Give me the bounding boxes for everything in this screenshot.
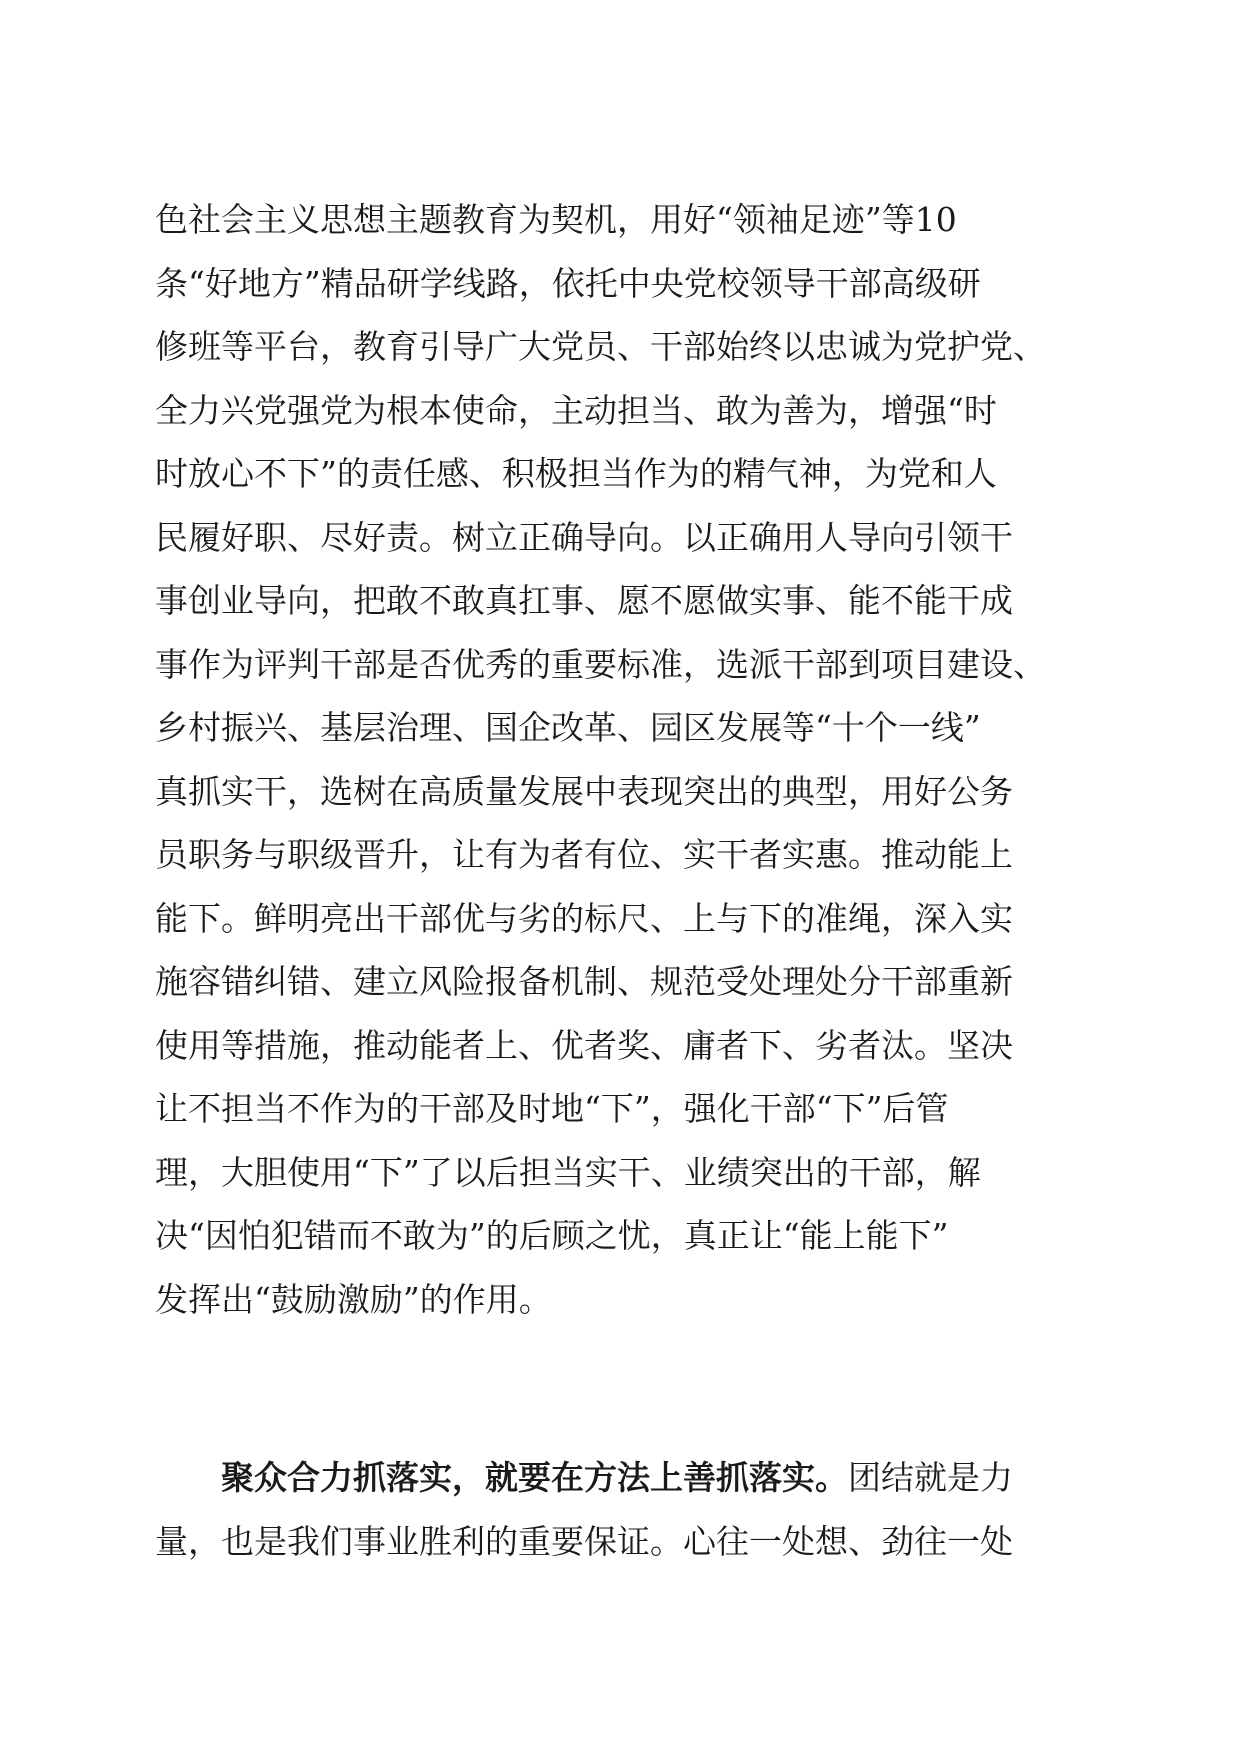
paragraph-line: 使用等措施，推动能者上、优者奖、庸者下、劣者汰。坚决 [155,1025,1013,1065]
paragraph-line: 量，也是我们事业胜利的重要保证。心往一处想、劲往一处 [155,1521,1013,1561]
paragraph-line: 民履好职、尽好责。树立正确导向。以正确用人导向引领干 [155,517,1013,557]
paragraph-heading: 聚众合力抓落实，就要在方法上善抓落实。 [221,1458,848,1497]
paragraph-text: 团结就是力 [848,1458,1013,1497]
paragraph-line: 全力兴党强党为根本使命，主动担当、敢为善为，增强“时 [155,390,997,430]
body-paragraph-2 [155,1446,1115,1573]
paragraph-line: 事创业导向，把敢不敢真扛事、愿不愿做实事、能不能干成 [155,581,1013,620]
paragraph-line: 真抓实干，选树在高质量发展中表现突出的典型，用好公务 [155,771,1013,811]
paragraph-line: 员职务与职级晋升，让有为者有位、实干者实惠。推动能上 [155,835,1013,874]
paragraph-line: 事作为评判干部是否优秀的重要标准，选派干部到项目建设、 [155,644,1046,684]
paragraph-line: 修班等平台，教育引导广大党员、干部始终以忠诚为党护党、 [155,327,1046,366]
paragraph-line: 时放心不下”的责任感、积极担当作为的精气神，为党和人 [155,454,997,493]
paragraph-line: 理，大胆使用“下”了以后担当实干、业绩突出的干部，解 [155,1152,981,1192]
paragraph-line: 施容错纠错、建立风险报备机制、规范受处理处分干部重新 [155,962,1013,1001]
paragraph-line: 色社会主义思想主题教育为契机，用好“领袖足迹”等10 [155,200,957,239]
body-paragraph [155,188,1115,1331]
paragraph-line: 乡村振兴、基层治理、国企改革、园区发展等“十个一线” [155,708,981,747]
paragraph-line: 发挥出“鼓励激励”的作用。 [155,1279,552,1319]
paragraph-line [155,1446,1115,1510]
paragraph-line: 让不担当不作为的干部及时地“下”，强化干部“下”后管 [155,1089,949,1128]
paragraph-line: 条“好地方”精品研学线路，依托中央党校领导干部高级研 [155,263,981,303]
paragraph-line: 能下。鲜明亮出干部优与劣的标尺、上与下的准绳，深入实 [155,898,1013,938]
paragraph-line: 决“因怕犯错而不敢为”的后顾之忧，真正让“能上能下” [155,1216,949,1255]
